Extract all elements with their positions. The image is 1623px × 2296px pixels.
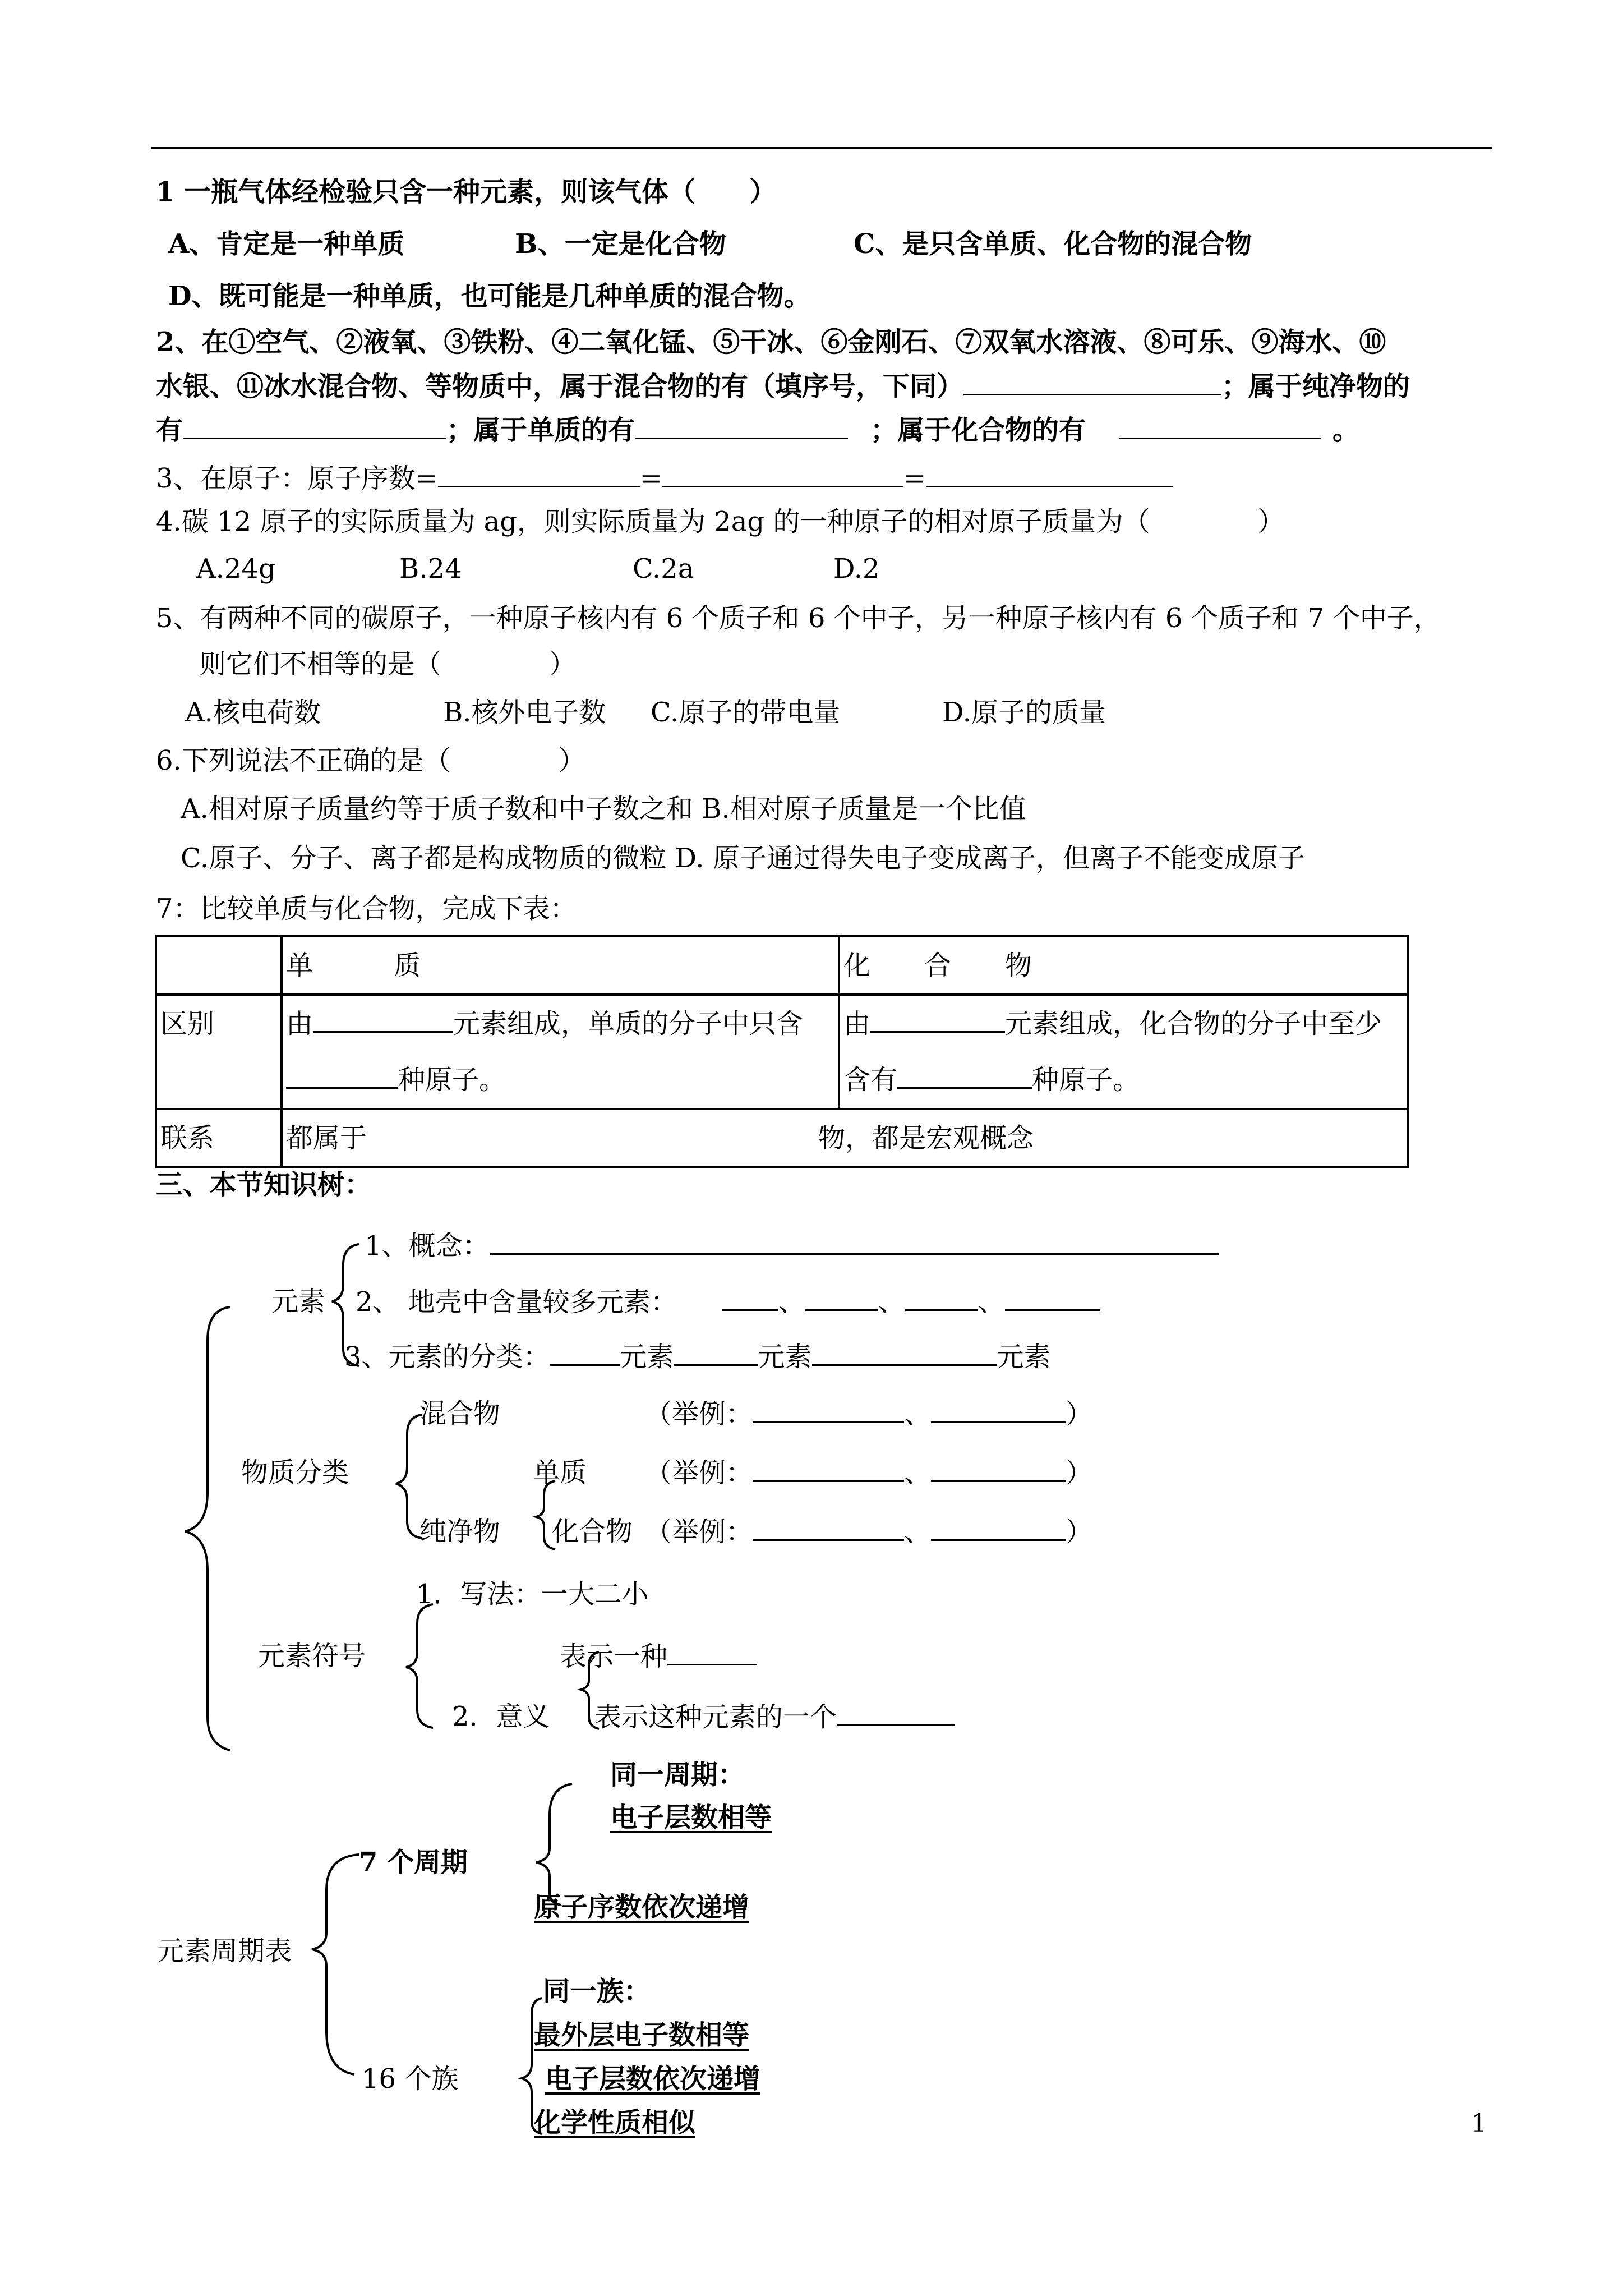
periods-label: 7 个周期 <box>359 1847 468 1878</box>
q1-option-d: D、既可能是一种单质，也可能是几种单质的混合物。 <box>168 280 811 312</box>
tree-element-symbol: 元素符号 <box>258 1640 366 1672</box>
element-concept: 1、概念： <box>365 1228 1219 1263</box>
tree-element: 元素 <box>271 1286 326 1317</box>
group-brace <box>522 1998 542 2134</box>
period-property-1: 电子层数相等 <box>610 1802 772 1833</box>
mixture-example: （举例： 、 ） <box>645 1397 1092 1431</box>
page-number: 1 <box>1471 2109 1487 2138</box>
q1-option-c: C、是只含单质、化合物的混合物 <box>854 228 1252 260</box>
q6-line1: A.相对原子质量约等于质子数和中子数之和 B.相对原子质量是一个比值 <box>181 793 1026 825</box>
q2-line3: 有 ；属于单质的有 ；属于化合物的有 。 <box>156 413 1359 447</box>
substance-brace <box>396 1415 422 1538</box>
tree-pure-substance: 纯净物 <box>419 1516 501 1547</box>
row-label-relation: 联系 <box>156 1109 282 1167</box>
periodic-main-brace <box>312 1855 359 2074</box>
compound-difference-cell: 由 元素组成，化合物的分子中至少 含有 种原子。 <box>839 995 1408 1109</box>
groups-label: 16 个族 <box>362 2063 459 2095</box>
relation-cell: 都属于 物，都是宏观概念 <box>282 1109 1408 1167</box>
tree-simple-substance: 单质 <box>533 1457 587 1488</box>
q5-option-c: C.原子的带电量 <box>651 697 841 728</box>
q1-stem: 1 一瓶气体经检验只含一种元素，则该气体（ ） <box>156 176 777 208</box>
symbol-meaning-label: 2．意义 <box>452 1701 550 1732</box>
periodic-table-title: 元素周期表 <box>157 1935 292 1967</box>
q4-option-a: A.24g <box>196 553 276 585</box>
q3-line: 3、在原子：原子序数= = = <box>156 461 1173 495</box>
q4-option-c: C.2a <box>633 553 694 585</box>
q5-option-d: D.原子的质量 <box>942 697 1106 728</box>
group-property-2: 电子层数依次递增 <box>545 2063 761 2095</box>
pure-brace <box>536 1481 555 1549</box>
group-property-1: 最外层电子数相等 <box>534 2019 750 2051</box>
symbol-meaning-1: 表示一种 <box>560 1639 757 1673</box>
q2-line2: 水银、⑪冰水混合物、等物质中，属于混合物的有（填序号，下同） ；属于纯净物的 <box>156 369 1410 403</box>
simple-example: （举例： 、 ） <box>645 1456 1092 1490</box>
tree-heading: 三、本节知识树： <box>156 1169 372 1200</box>
symbol-writing: 1．写法：一大二小 <box>416 1579 649 1610</box>
period-property-2: 原子序数依次递增 <box>534 1892 750 1923</box>
table-header-simple: 单 质 <box>282 936 839 995</box>
q5-option-a: A.核电荷数 <box>185 697 321 728</box>
element-classification: 3、元素的分类： 元素 元素 元素 <box>344 1340 1051 1374</box>
q6-line2: C.原子、分子、离子都是构成物质的微粒 D. 原子通过得失电子变成离子，但离子不能变成原子 <box>181 843 1305 874</box>
element-brace <box>332 1244 359 1366</box>
q5-line1: 5、有两种不同的碳原子，一种原子核内有 6 个质子和 6 个中子，另一种原子核内有 6 个质子和 7 个中子， <box>156 602 1441 634</box>
q2-line1: 2、在①空气、②液氧、③铁粉、④二氧化锰、⑤干冰、⑥金刚石、⑦双氧水溶液、⑧可乐、⑨海水、⑩ <box>156 326 1386 358</box>
tree-substance-classification: 物质分类 <box>241 1457 349 1488</box>
same-period-heading: 同一周期： <box>610 1759 745 1791</box>
q5-option-b: B.核外电子数 <box>443 697 606 728</box>
q7-stem: 7：比较单质与化合物，完成下表： <box>156 893 577 924</box>
q4-stem: 4.碳 12 原子的实际质量为 ag，则实际质量为 2ag 的一种原子的相对原子质量为（ ） <box>156 506 1285 537</box>
q1-option-a: A、肯定是一种单质 <box>168 228 405 260</box>
q6-stem: 6.下列说法不正确的是（ ） <box>156 745 585 776</box>
symbol-meaning-2: 表示这种元素的一个 <box>594 1700 955 1734</box>
row-label-difference: 区别 <box>156 995 282 1109</box>
symbol-brace <box>406 1604 433 1728</box>
main-brace <box>185 1307 230 1750</box>
q4-option-b: B.24 <box>399 553 462 585</box>
q1-option-b: B、一定是化合物 <box>515 228 726 260</box>
table-header-compound: 化 合 物 <box>839 936 1408 995</box>
tree-mixture: 混合物 <box>419 1398 501 1429</box>
same-group-heading: 同一族： <box>543 1976 651 2007</box>
period-brace <box>536 1784 572 1905</box>
element-crust: 2、 地壳中含量较多元素： 、 、 、 <box>356 1285 1100 1319</box>
tree-compound: 化合物 <box>552 1516 633 1547</box>
q5-line2: 则它们不相等的是（ ） <box>199 648 577 680</box>
meaning-brace <box>581 1652 599 1729</box>
group-property-3: 化学性质相似 <box>534 2107 696 2138</box>
q4-option-d: D.2 <box>833 553 880 585</box>
compound-example: （举例： 、 ） <box>645 1515 1092 1549</box>
simple-difference-cell: 由 元素组成，单质的分子中只含 种原子。 <box>282 995 839 1109</box>
